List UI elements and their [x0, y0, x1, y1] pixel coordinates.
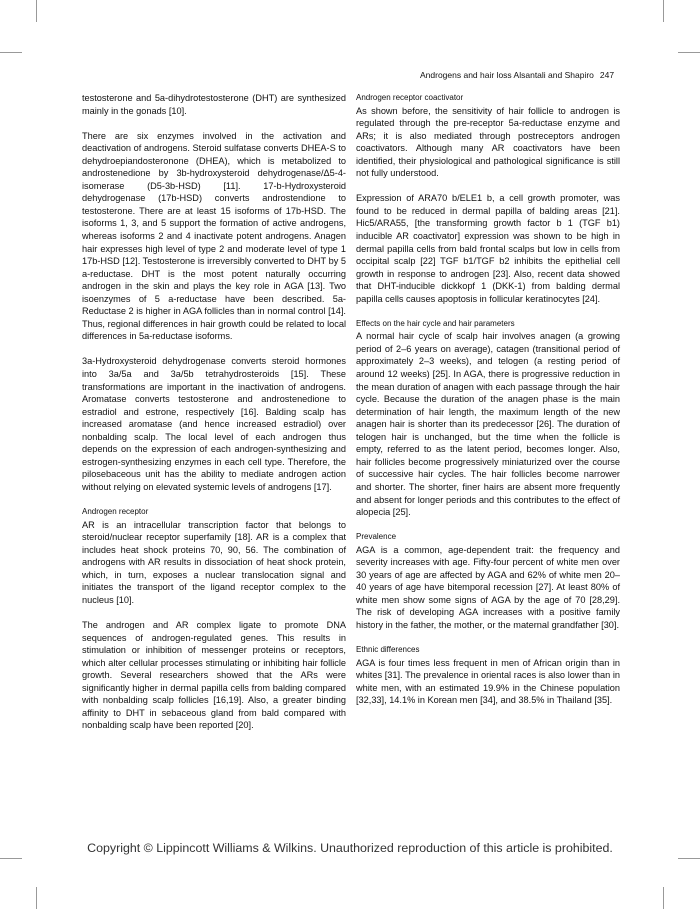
crop-mark [0, 52, 22, 53]
paragraph: The androgen and AR complex ligate to promote DNA sequences of androgen-regulated genes. This results in stimulation or inhibition of messenger proteins or receptors, which alter cellular processes stimulating or inhibiting hair follicle growth. Several researchers showed that the ARs were significantly higher in dermal papilla cells from balding compared with nonbalding scalp follicles [16,19]. Also, a greater binding affinity to DHT in sebaceous gland from bald compared with nonbalding scalp have been reported [20]. [82, 619, 346, 731]
paragraph: Expression of ARA70 b/ELE1 b, a cell growth promoter, was found to be reduced in dermal papilla of balding areas [21]. Hic5/ARA55, [the transforming growth factor b 1 (TGF b1) inducible AR coactivator] expression was shown to be high in dermal papilla cells from bald frontal scalps but low in cells from occipital scalp [22] TGF b1/TGF b2 inhibits the epithelial cell growth in response to androgen [23]. Also, recent data showed that DHT-inducible dickkopf 1 (DKK-1) from balding dermal papilla cells causes apoptosis in follicular keratinocytes [24]. [356, 193, 620, 304]
paragraph: As shown before, the sensitivity of hair follicle to androgen is regulated through the pre-receptor 5a-reductase enzyme and ARs; it is also mediated through postreceptors androgen coactivators. Although many AR coactivators have been identified, their physiological and pathological significance is still not fully understood. [356, 105, 620, 179]
running-header [420, 70, 660, 80]
crop-mark [36, 887, 37, 909]
section-heading: Androgen receptor coactivator [356, 93, 464, 102]
section-heading: Effects on the hair cycle and hair parameters [356, 318, 515, 328]
crop-mark [678, 52, 700, 53]
crop-mark [663, 0, 664, 22]
section-heading: Ethnic differences [356, 645, 420, 655]
right-column [356, 92, 620, 719]
crop-mark [0, 858, 22, 859]
crop-mark [678, 858, 700, 859]
running-title: Androgens and hair loss Alsantali and Shapiro [420, 70, 594, 80]
crop-mark [36, 0, 37, 22]
paragraph: AR is an intracellular transcription factor that belongs to steroid/nuclear receptor superfamily [18]. AR is a complex that includes heat shock proteins 70, 90, 56. The combination of androgens with AR results in dissociation of heat shock protein, which, in turn, exposes a nuclear translocation signal and initiates the transport of the ligand receptor complex to the nucleus [10]. [82, 519, 346, 605]
paragraph: A normal hair cycle of scalp hair involves anagen (a growing period of 2–6 years on average), catagen (transitional period of approximately 2–3 weeks), and telogen (a resting period of around 12 weeks) [25]. In AGA, there is progressive reduction in the mean duration of anagen with each passage through the hair cycle. Because the duration of the anagen phase is the main determination of hair length, the maximum length of the new anagen hair is shorter than its predecessor [26]. The duration of telogen hair is unchanged, but the time when the follicle is empty, referred to as the latent period, becomes longer. Also, hair follicles become progressively miniaturized over the course of successive hair cycles. The hair follicles become narrower and shorter. The shorter, finer hairs are absent more frequently and absent for longer periods and this contributes to the effect of alopecia [25]. [356, 331, 620, 518]
section-heading: Androgen receptor [82, 507, 149, 517]
section-heading: Prevalence [356, 532, 397, 542]
paragraph: testosterone and 5a-dihydrotestosterone (DHT) are synthesized mainly in the gonads [10]. [82, 93, 346, 116]
paragraph: AGA is a common, age-dependent trait: the frequency and severity increases with age. Fifty-four percent of white men over 30 years of age are affected by AGA and 62% of white men 20–40 years of age have bitemporal recession [27]. At least 80% of white men show some signs of AGA by the age of 70 [28,29]. The risk of developing AGA increases with a positive family history in the father, the mother, or the maternal grandfather [30]. [356, 544, 620, 630]
copyright-notice: Copyright © Lippincott Williams & Wilkins. Unauthorized reproduction of this article is prohibited. [87, 841, 613, 855]
page-number: 247 [599, 70, 615, 80]
paragraph: AGA is four times less frequent in men of African origin than in whites [31]. The prevalence in oriental races is also lower than in white men, with an estimated 19.9% in the Chinese population [32,33], 14.1% in Korean men [34], and 38.5% in Thailand [35]. [356, 657, 620, 706]
paragraph: 3a-Hydroxysteroid dehydrogenase converts steroid hormones into 3a/5a and 3a/5b tetrahydrosteroids [15]. These transformations are important in the inactivation of androgens. Aromatase converts testosterone and androstenedione to estradiol and estrone, respectively [16]. Balding scalp has increased aromatase (and hence increased estradiol) over nonbalding scalp. The local level of each androgen thus depends on the expression of each androgen-synthesizing and estrogen-synthesizing enzymes in each cell type. Therefore, the pilosebaceous unit has the ability to mediate androgen action without relying on elevated systemic levels of androgens [17]. [82, 356, 346, 492]
paragraph: There are six enzymes involved in the activation and deactivation of androgens. Steroid sulfatase converts DHEA-S to dehydroepiandosteronone (DHEA), which is metabolized to androstenedione by 3b-hydroxysteroid dehydrogenase/Δ5-4-isomerase (D5-3b-HSD) [11]. 17-b-Hydroxysteroid dehydrogenase (17b-HSD) converts androstendione to testosterone. There are at least 15 isoforms of 17b-HSD. The isoforms 1, 3, and 5 support the formation of active androgens, whereas isoforms 2 and 4 inactivate potent androgens. Anagen hair expresses high level of type 2 and moderate level of type 1 17b-HSD [12]. Testosterone is irreversibly converted to DHT by 5 a-reductase. DHT is the most potent naturally occurring androgen in the skin and plays the key role in AGA [13]. Two isoenzymes of 5 a-reductase have been described. 5a-Reductase 2 is higher in AGA follicles than in normal control [14]. Thus, regional differences in hair growth could be related to local differences in 5a-reductase isoforms. [82, 130, 346, 342]
left-column [82, 92, 346, 744]
crop-mark [663, 887, 664, 909]
